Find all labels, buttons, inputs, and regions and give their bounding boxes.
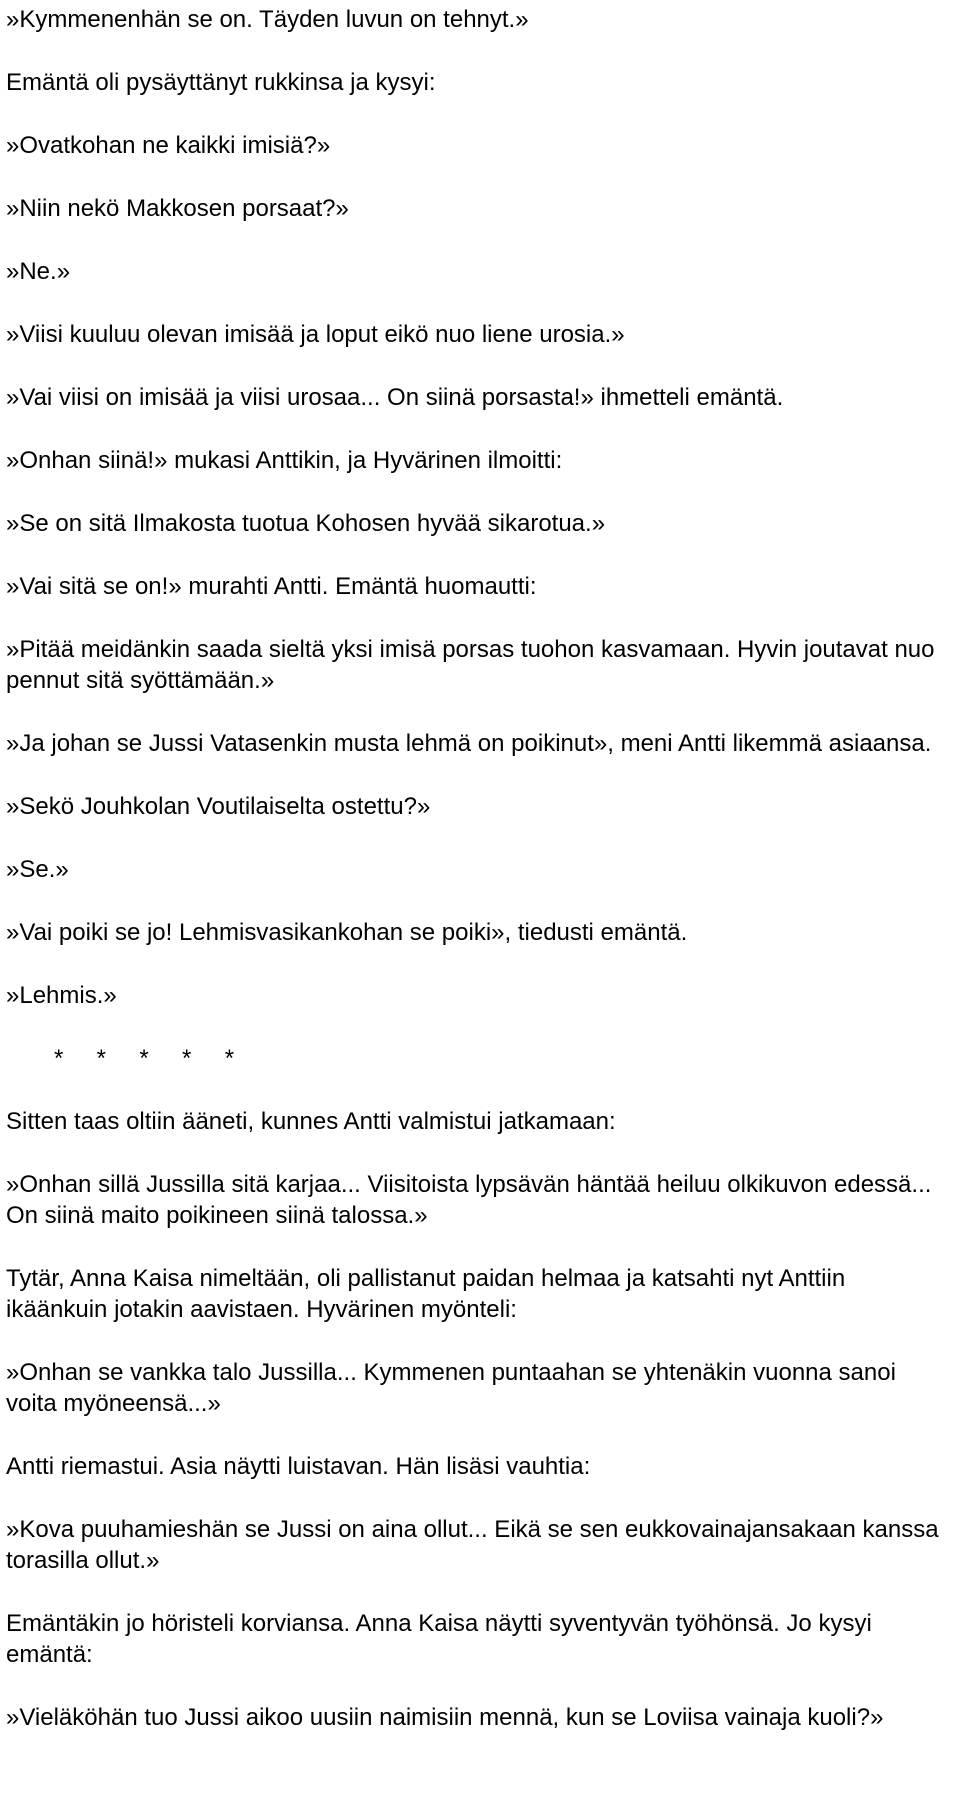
paragraph: »Se on sitä Ilmakosta tuotua Kohosen hyvää sikarotua.»: [6, 510, 606, 537]
paragraph: Sitten taas oltiin ääneti, kunnes Antti valmistui jatkamaan:: [6, 1108, 616, 1135]
paragraph: Tytär, Anna Kaisa nimeltään, oli pallistanut paidan helmaa ja katsahti nyt Anttiin ikäänkuin jotakin aavistaen. Hyvärinen myönteli:: [6, 1265, 846, 1323]
paragraph: »Viisi kuuluu olevan imisää ja loput eikö nuo liene urosia.»: [6, 321, 625, 348]
paragraph: »Lehmis.»: [6, 982, 117, 1009]
paragraph: »Kova puuhamieshän se Jussi on aina ollut... Eikä se sen eukkovainajansakaan kanssa torasilla ollut.»: [6, 1516, 939, 1574]
paragraph: »Vieläköhän tuo Jussi aikoo uusiin naimisiin mennä, kun se Loviisa vainaja kuoli?»: [6, 1704, 884, 1731]
paragraph: »Vai poiki se jo! Lehmisvasikankohan se poiki», tiedusti emäntä.: [6, 919, 688, 946]
paragraph: Emäntä oli pysäyttänyt rukkinsa ja kysyi:: [6, 69, 436, 96]
paragraph: »Vai sitä se on!» murahti Antti. Emäntä huomautti:: [6, 573, 537, 600]
document-page: [0, 4, 960, 1803]
paragraph: »Sekö Jouhkolan Voutilaiselta ostettu?»: [6, 793, 431, 820]
paragraph: »Onhan sillä Jussilla sitä karjaa... Viisitoista lypsävän häntää heiluu olkikuvon edessä... On siinä maito poikineen siinä talossa.»: [6, 1171, 932, 1229]
paragraph: »Se.»: [6, 856, 69, 883]
paragraph: »Ne.»: [6, 258, 71, 285]
section-break: * * * * *: [54, 1045, 235, 1072]
paragraph: »Ovatkohan ne kaikki imisiä?»: [6, 132, 331, 159]
paragraph: »Onhan se vankka talo Jussilla... Kymmenen puntaahan se yhtenäkin vuonna sanoi voita myöneensä...»: [6, 1359, 896, 1417]
paragraph: »Niin nekö Makkosen porsaat?»: [6, 195, 349, 222]
paragraph: »Kymmenenhän se on. Täyden luvun on tehnyt.»: [6, 6, 529, 33]
paragraph: »Vai viisi on imisää ja viisi urosaa... On siinä porsasta!» ihmetteli emäntä.: [6, 384, 784, 411]
paragraph: »Pitää meidänkin saada sieltä yksi imisä porsas tuohon kasvamaan. Hyvin joutavat nuo pennut sitä syöttämään.»: [6, 636, 935, 694]
paragraph: »Onhan siinä!» mukasi Anttikin, ja Hyvärinen ilmoitti:: [6, 447, 563, 474]
paragraph: Antti riemastui. Asia näytti luistavan. Hän lisäsi vauhtia:: [6, 1453, 591, 1480]
paragraph: »Ja johan se Jussi Vatasenkin musta lehmä on poikinut», meni Antti likemmä asiaansa.: [6, 730, 932, 757]
paragraph: Emäntäkin jo höristeli korviansa. Anna Kaisa näytti syventyvän työhönsä. Jo kysyi emäntä:: [6, 1610, 872, 1668]
